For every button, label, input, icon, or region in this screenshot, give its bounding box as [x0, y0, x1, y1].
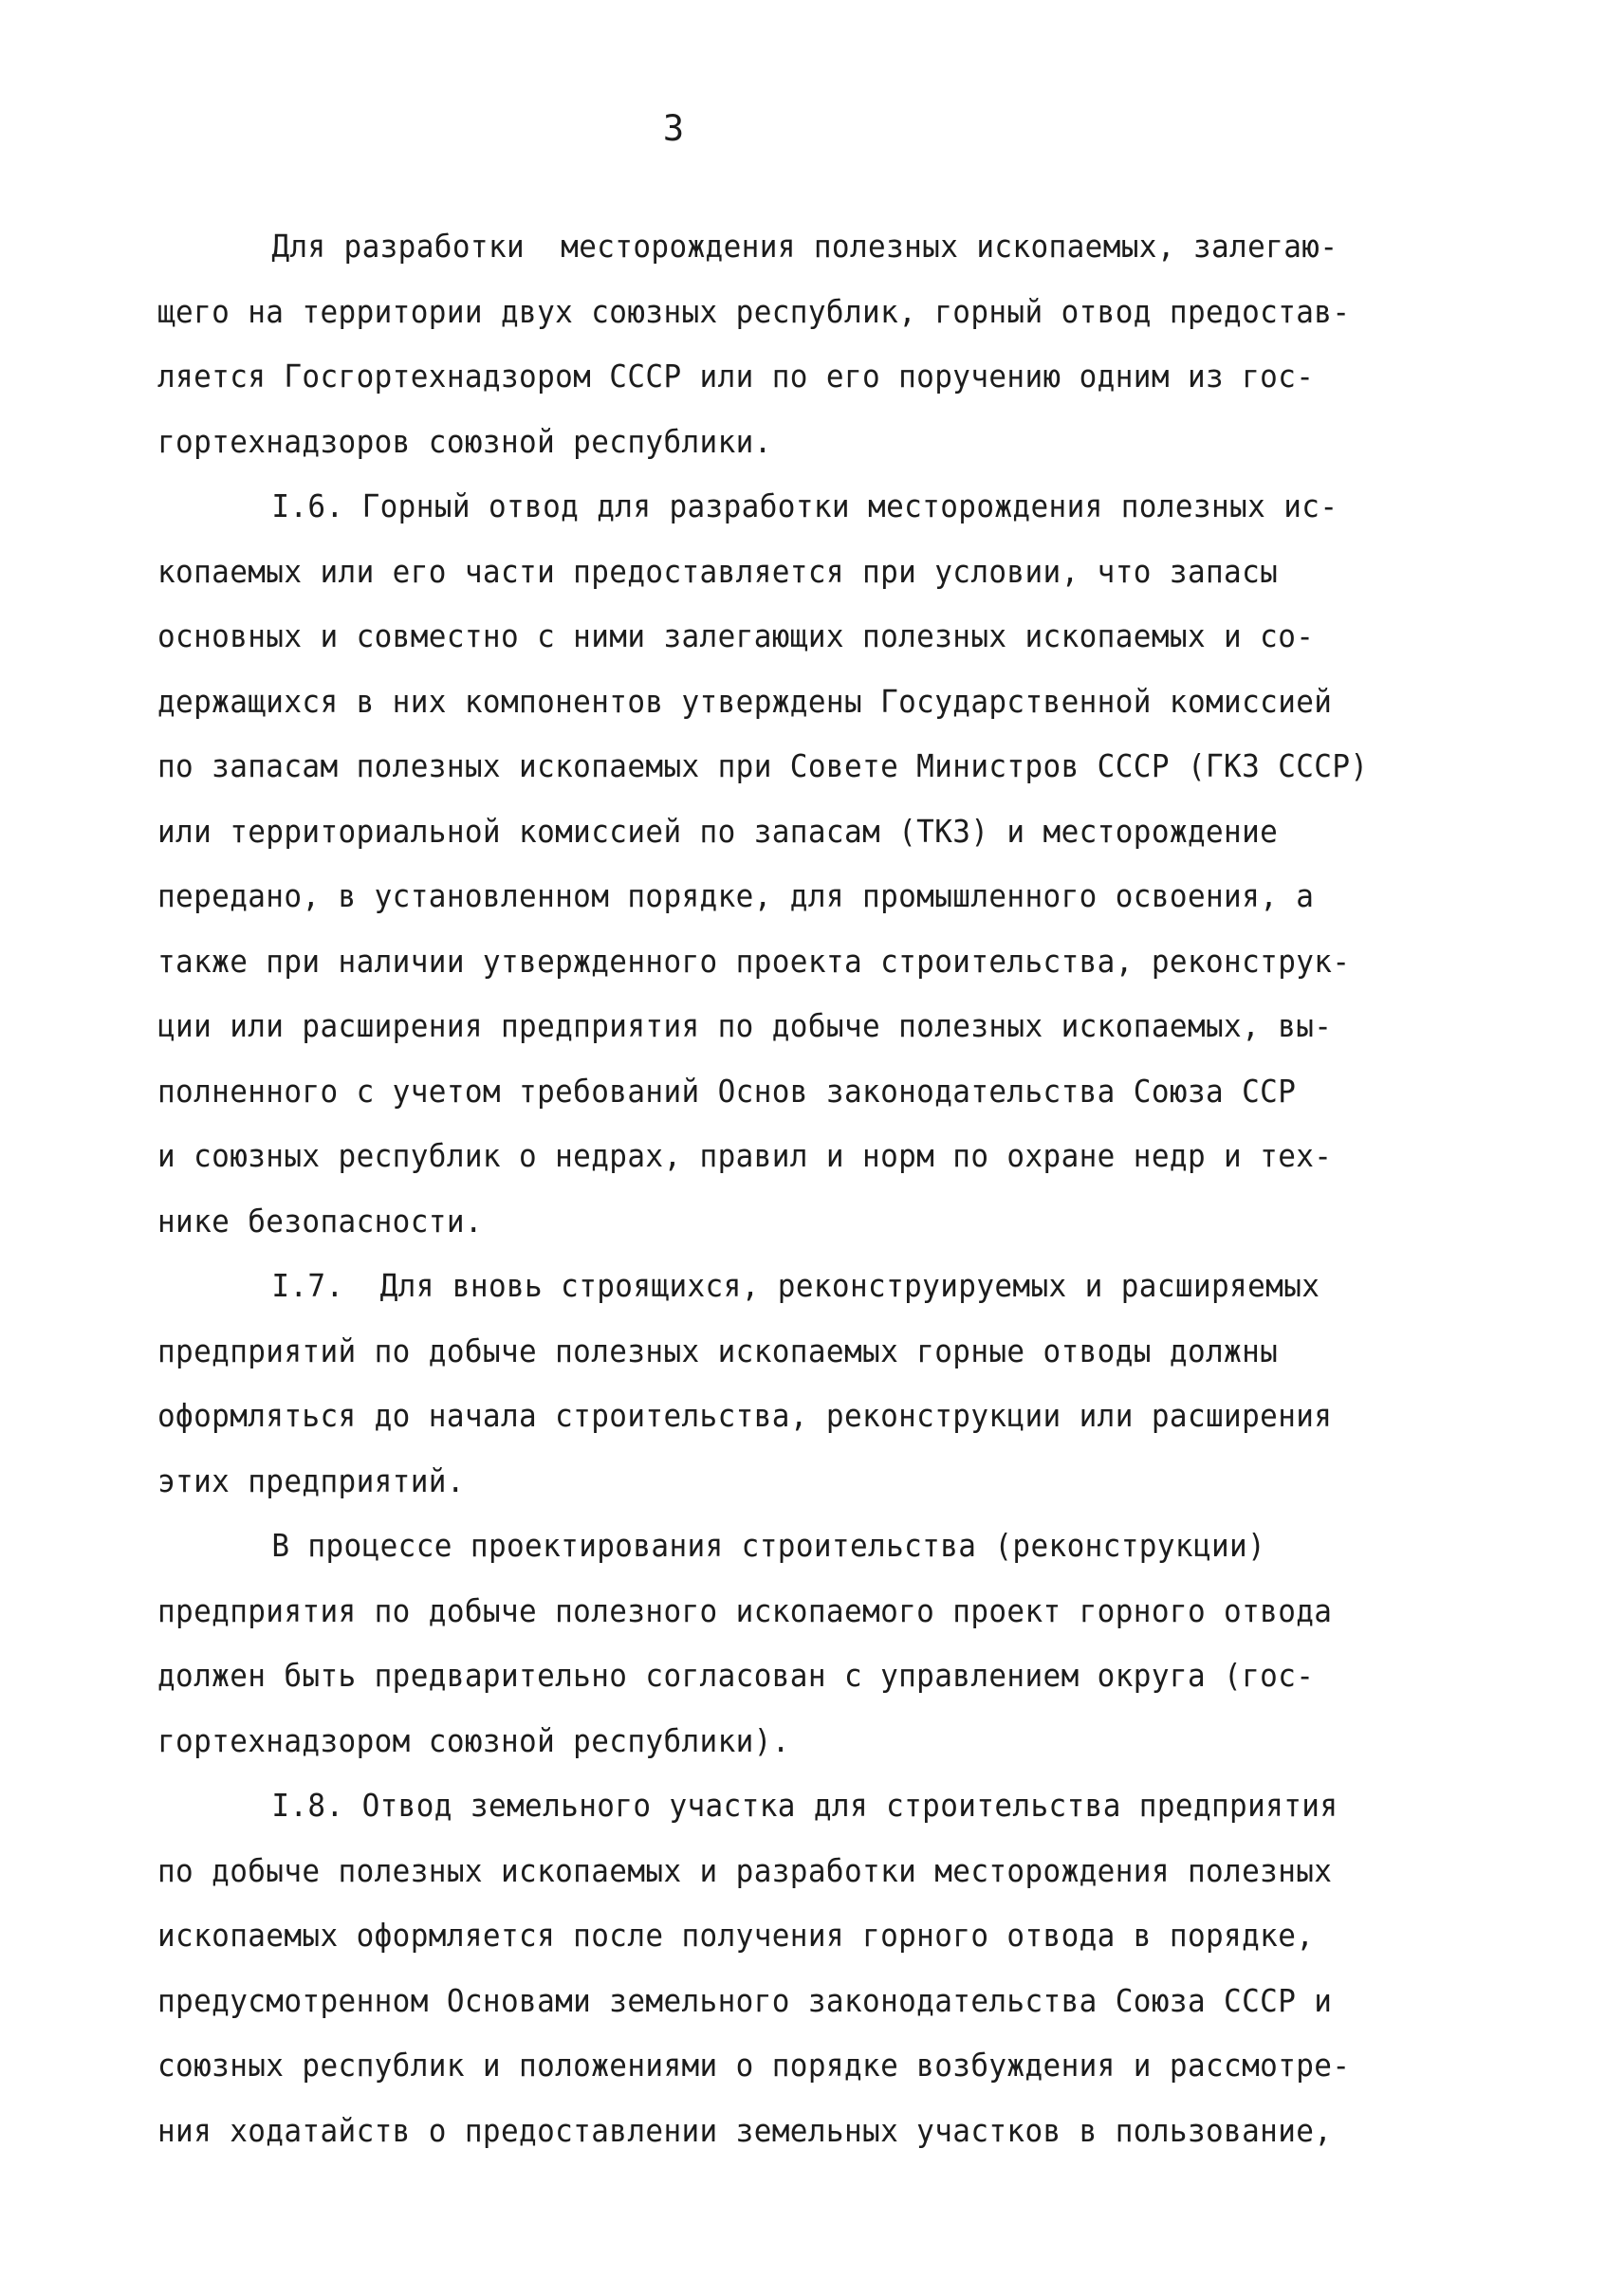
text-line: В процессе проектирования строительства (реконструкции)	[271, 1527, 1266, 1564]
text-line: и союзных республик о недрах, правил и норм по охране недр и тех-	[157, 1137, 1333, 1174]
text-line: копаемых или его части предоставляется при условии, что запасы	[157, 552, 1279, 590]
text-line: I.6. Горный отвод для разработки месторождения полезных ис-	[271, 487, 1338, 524]
text-line: ния ходатайств о предоставлении земельных участков в пользование,	[157, 2111, 1333, 2149]
paragraph-1-8	[157, 1773, 1514, 2163]
text-line: оформляться до начала строительства, реконструкции или расширения	[157, 1397, 1333, 1434]
text-line: Для разработки месторождения полезных ископаемых, залегаю-	[271, 228, 1338, 265]
text-line: или территориальной комиссией по запасам (ТКЗ) и месторождение	[157, 812, 1279, 850]
text-line: передано, в установленном порядке, для промышленного освоения, а	[157, 877, 1315, 914]
text-line: ископаемых оформляется после получения горного отвода в порядке,	[157, 1917, 1315, 1954]
paragraph-1-6	[157, 474, 1514, 1254]
text-line: ции или расширения предприятия по добыче полезных ископаемых, вы-	[157, 1007, 1333, 1044]
text-line: нике безопасности.	[157, 1202, 483, 1240]
text-line: по запасам полезных ископаемых при Совете Министров СССР (ГКЗ СССР)	[157, 747, 1369, 784]
text-line: по добыче полезных ископаемых и разработки месторождения полезных	[157, 1851, 1333, 1889]
text-line: гортехнадзоров союзной республики.	[157, 422, 772, 460]
text-line: предприятий по добыче полезных ископаемых горные отводы должны	[157, 1332, 1279, 1369]
page-number: 3	[662, 108, 685, 149]
text-line: полненного с учетом требований Основ законодательства Союза ССР	[157, 1072, 1297, 1110]
text-line: основных и совместно с ними залегающих полезных ископаемых и со-	[157, 617, 1315, 654]
text-line: держащихся в них компонентов утверждены Государственной комиссией	[157, 682, 1333, 720]
text-line: щего на территории двух союзных республик, горный отвод предостав-	[157, 292, 1351, 330]
paragraph-design	[157, 1514, 1514, 1773]
paragraph-intro-continuation	[157, 214, 1514, 474]
paragraph-1-7	[157, 1254, 1514, 1514]
text-line: ляется Госгортехнадзором СССР или по его поручению одним из гос-	[157, 358, 1315, 395]
text-line: гортехнадзором союзной республики).	[157, 1721, 790, 1759]
text-line: предприятия по добыче полезного ископаемого проект горного отвода	[157, 1591, 1333, 1629]
text-line: этих предприятий.	[157, 1461, 465, 1499]
text-line: I.7. Для вновь строящихся, реконструируемых и расширяемых	[271, 1267, 1320, 1304]
text-line: I.8. Отвод земельного участка для строительства предприятия	[271, 1787, 1338, 1824]
text-line: предусмотренном Основами земельного законодательства Союза СССР и	[157, 1981, 1333, 2019]
document-body	[157, 214, 1514, 2163]
text-line: должен быть предварительно согласован с управлением округа (гос-	[157, 1657, 1315, 1694]
text-line: также при наличии утвержденного проекта строительства, реконструк-	[157, 942, 1351, 980]
text-line: союзных республик и положениями о порядке возбуждения и рассмотре-	[157, 2047, 1351, 2084]
